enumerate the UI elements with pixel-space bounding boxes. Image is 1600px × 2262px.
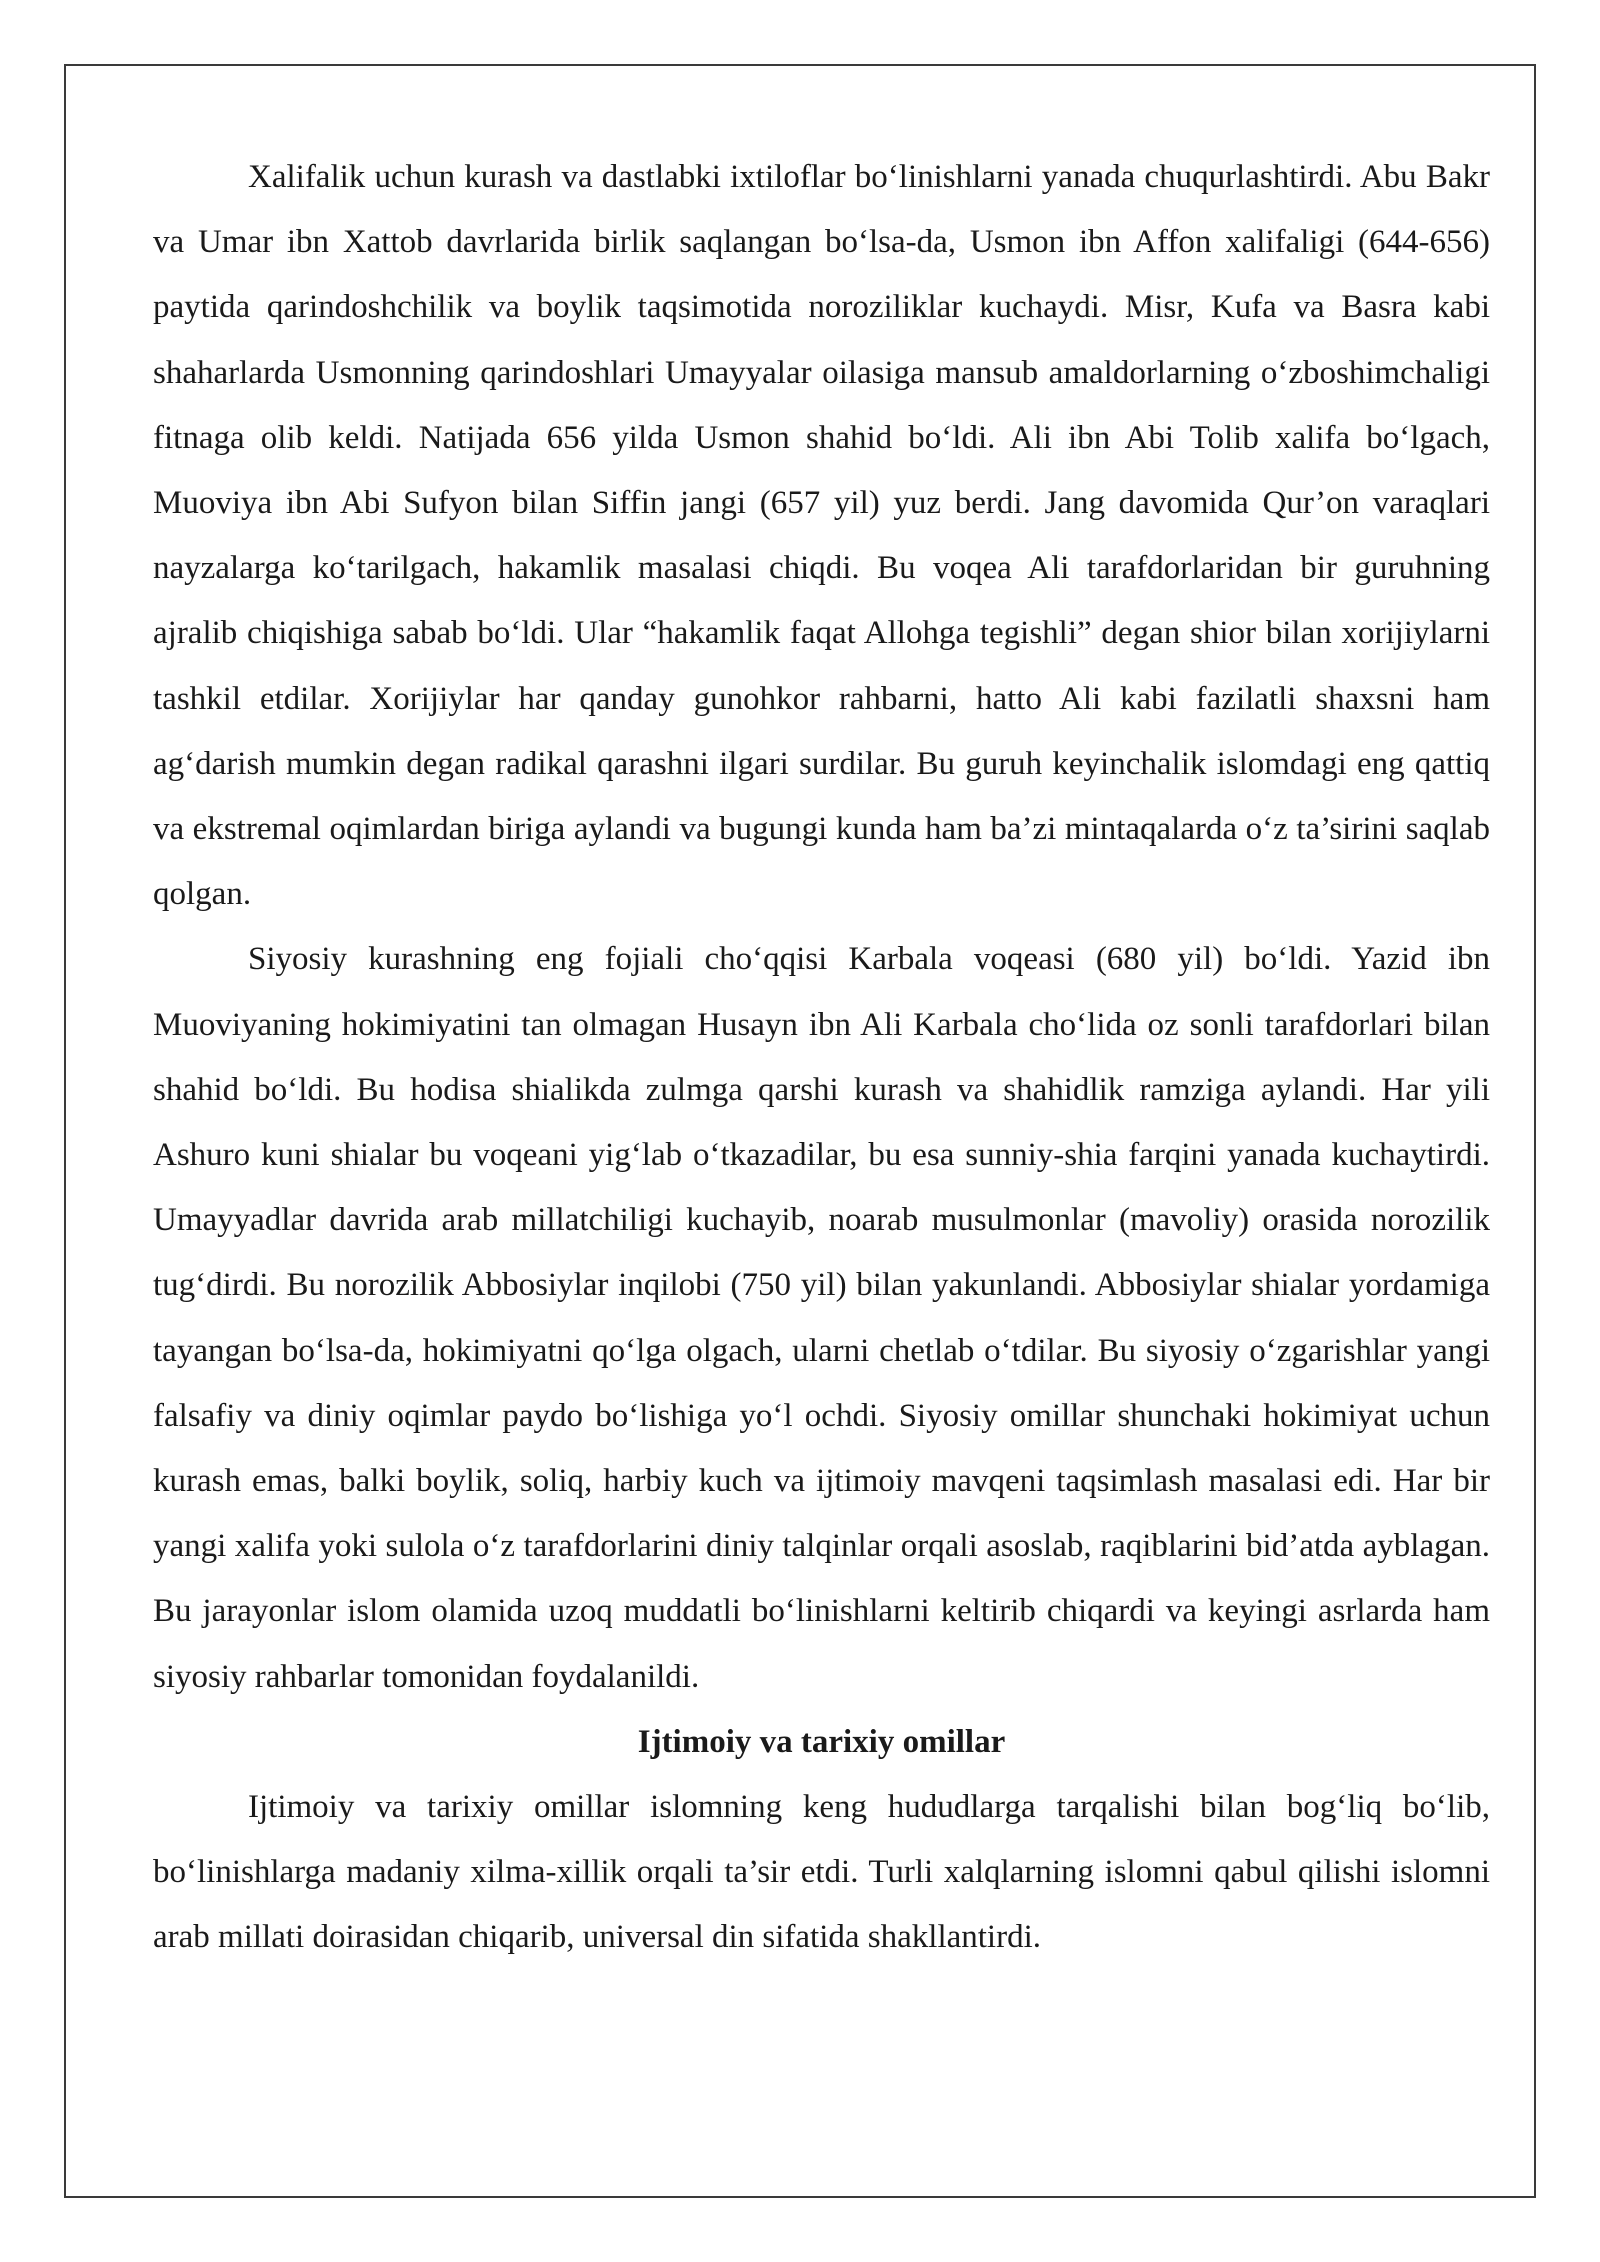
paragraph-social-historical: Ijtimoiy va tarixiy omillar islomning keng hududlarga tarqalishi bilan bog‘liq bo‘lib, bo‘linishlarga madaniy xilma-xillik orqali ta’sir etdi. Turli xalqlarning islomni qabul qilishi islomni arab millati doirasidan chiqarib, universal din sifatida shakllantirdi.: [153, 1789, 1490, 1956]
section-heading: Ijtimoiy va tarixiy omillar: [637, 1723, 1006, 1760]
paragraph-caliphate-struggle: Xalifalik uchun kurash va dastlabki ixtiloflar bo‘linishlarni yanada chuqurlashtirdi. Abu Bakr va Umar ibn Xattob davrlarida birlik saqlangan bo‘lsa-da, Usmon ibn Affon xalifaligi (644-656) paytida qarindoshchilik va boylik taqsimotida noroziliklar kuchaydi. Misr, Kufa va Basra kabi shaharlarda Usmonning qarindoshlari Umayyalar oilasiga mansub amaldorlarning o‘zboshimchaligi fitnaga olib keldi. Natijada 656 yilda Usmon shahid bo‘ldi. Ali ibn Abi Tolib xalifa bo‘lgach, Muoviya ibn Abi Sufyon bilan Siffin jangi (657 yil) yuz berdi. Jang davomida Qur’on varaqlari nayzalarga ko‘tarilgach, hakamlik masalasi chiqdi. Bu voqea Ali tarafdorlaridan bir guruhning ajralib chiqishiga sabab bo‘ldi. Ular “hakamlik faqat Allohga tegishli” degan shior bilan xorijiylarni tashkil etdilar. Xorijiylar har qanday gunohkor rahbarni, hatto Ali kabi fazilatli shaxsni ham ag‘darish mumkin degan radikal qarashni ilgari surdilar. Bu guruh keyinchalik islomdagi eng qattiq va ekstremal oqimlardan biriga aylandi va bugungi kunda ham ba’zi mintaqalarda o‘z ta’sirini saqlab qolgan.: [153, 159, 1490, 913]
document-body: [153, 145, 1490, 1971]
paragraph-karbala: Siyosiy kurashning eng fojiali cho‘qqisi Karbala voqeasi (680 yil) bo‘ldi. Yazid ibn Muoviyaning hokimiyatini tan olmagan Husayn ibn Ali Karbala cho‘lida oz sonli tarafdorlari bilan shahid bo‘ldi. Bu hodisa shialikda zulmga qarshi kurash va shahidlik ramziga aylandi. Har yili Ashuro kuni shialar bu voqeani yig‘lab o‘tkazadilar, bu esa sunniy-shia farqini yanada kuchaytirdi. Umayyadlar davrida arab millatchiligi kuchayib, noarab musulmonlar (mavoliy) orasida norozilik tug‘dirdi. Bu norozilik Abbosiylar inqilobi (750 yil) bilan yakunlandi. Abbosiylar shialar yordamiga tayangan bo‘lsa-da, hokimiyatni qo‘lga olgach, ularni chetlab o‘tdilar. Bu siyosiy o‘zgarishlar yangi falsafiy va diniy oqimlar paydo bo‘lishiga yo‘l ochdi. Siyosiy omillar shunchaki hokimiyat uchun kurash emas, balki boylik, soliq, harbiy kuch va ijtimoiy mavqeni taqsimlash masalasi edi. Har bir yangi xalifa yoki sulola o‘z tarafdorlarini diniy talqinlar orqali asoslab, raqiblarini bid’atda ayblagan. Bu jarayonlar islom olamida uzoq muddatli bo‘linishlarni keltirib chiqardi va keyingi asrlarda ham siyosiy rahbarlar tomonidan foydalanildi.: [153, 941, 1490, 1695]
